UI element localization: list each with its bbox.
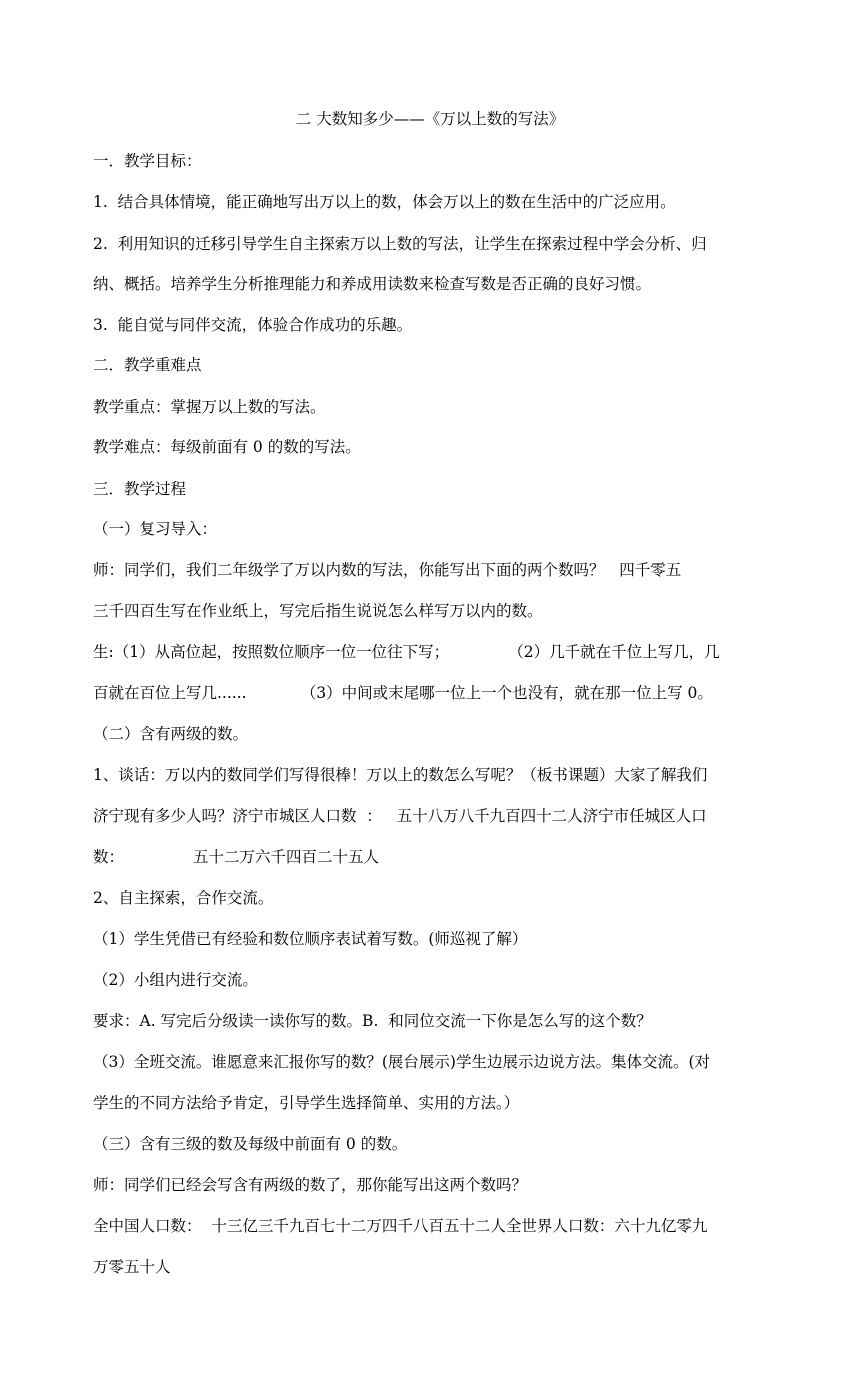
paragraph-line: 万零五十人 xyxy=(93,1258,171,1276)
subsection-heading: （一）复习导入： xyxy=(93,520,218,538)
paragraph-line: 生:（1）从高位起，按照数位顺序一位一位往下写； （2）几千就在千位上写几，几 xyxy=(93,643,720,661)
paragraph-line: 数： 五十二万六千四百二十五人 xyxy=(93,848,379,866)
paragraph-line: 纳、概括。培养学生分析推理能力和养成用读数来检查写数是否正确的良好习惯。 xyxy=(93,275,652,293)
section-heading-process: 三．教学过程 xyxy=(93,480,187,498)
section-heading-objectives: 一．教学目标： xyxy=(93,152,202,170)
subsection-heading: （二）含有两级的数。 xyxy=(93,725,249,743)
document-title: 二 大数知多少——《万以上数的写法》 xyxy=(295,110,565,128)
paragraph-line: 济宁现有多少人吗？济宁市城区人口数 ： 五十八万八千九百四十二人济宁市任城区人口 xyxy=(93,807,707,825)
paragraph-line: 教学重点：掌握万以上数的写法。 xyxy=(93,398,326,416)
paragraph-line: （1）学生凭借已有经验和数位顺序表试着写数。(师巡视了解） xyxy=(93,930,528,948)
section-heading-key-points: 二．教学重难点 xyxy=(93,356,202,374)
paragraph-line: 2. 利用知识的迁移引导学生自主探索万以上数的写法，让学生在探索过程中学会分析、归 xyxy=(93,235,707,253)
paragraph-line: 全中国人口数： 十三亿三千九百七十二万四千八百五十二人全世界人口数：六十九亿零九 xyxy=(93,1217,708,1235)
paragraph-line: （3）全班交流。谁愿意来汇报你写的数？(展台展示)学生边展示边说方法。集体交流。(对 xyxy=(93,1053,711,1071)
paragraph-line: 1. 结合具体情境，能正确地写出万以上的数，体会万以上的数在生活中的广泛应用。 xyxy=(93,193,676,211)
paragraph-line: 学生的不同方法给予肯定，引导学生选择简单、实用的方法。） xyxy=(93,1094,520,1112)
subsection-heading: （三）含有三级的数及每级中前面有 0 的数。 xyxy=(93,1135,408,1153)
paragraph-line: 2、自主探索，合作交流。 xyxy=(93,889,274,907)
paragraph-line: 师：同学们已经会写含有两级的数了，那你能写出这两个数吗？ xyxy=(93,1176,528,1194)
paragraph-line: 教学难点：每级前面有 0 的数的写法。 xyxy=(93,438,361,456)
paragraph-line: （2）小组内进行交流。 xyxy=(93,971,258,989)
paragraph-line: 百就在百位上写几...... （3）中间或末尾哪一位上一个也没有，就在那一位上写 0。 xyxy=(93,684,713,702)
paragraph-line: 师：同学们，我们二年级学了万以内数的写法，你能写出下面的两个数吗？ 四千零五 xyxy=(93,561,682,579)
paragraph-line: 1、谈话：万以内的数同学们写得很棒！万以上的数怎么写呢？（板书课题）大家了解我们 xyxy=(93,766,708,784)
paragraph-line: 3. 能自觉与同伴交流，体验合作成功的乐趣。 xyxy=(93,316,413,334)
paragraph-line: 要求：A. 写完后分级读一读你写的数。B. 和同位交流一下你是怎么写的这个数？ xyxy=(93,1012,652,1030)
paragraph-line: 三千四百生写在作业纸上，写完后指生说说怎么样写万以内的数。 xyxy=(93,602,543,620)
